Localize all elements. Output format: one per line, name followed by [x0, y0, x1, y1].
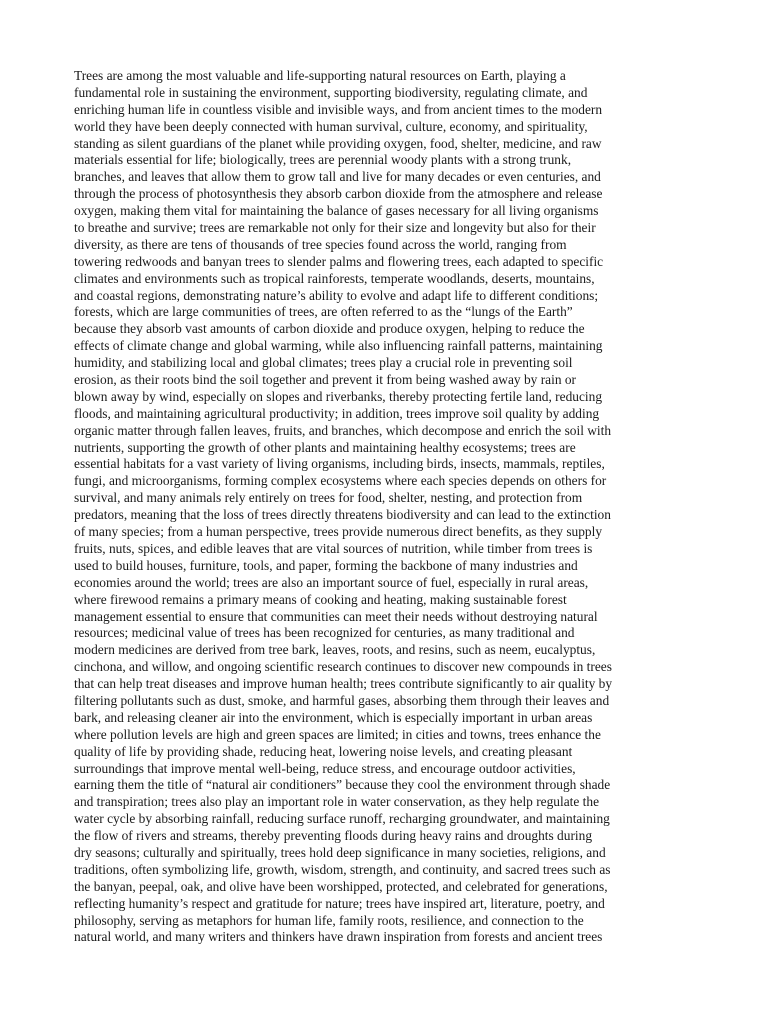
- text-line: enriching human life in countless visible and invisible ways, and from ancient times to the modern: [74, 101, 603, 117]
- text-line: and coastal regions, demonstrating nature’s ability to evolve and adapt life to different conditions;: [74, 287, 599, 303]
- text-line: predators, meaning that the loss of trees directly threatens biodiversity and can lead to the extinction: [74, 507, 611, 523]
- text-line: resources; medicinal value of trees has been recognized for centuries, as many traditional and: [74, 625, 575, 641]
- document-body: [74, 68, 698, 946]
- text-line: towering redwoods and banyan trees to slender palms and flowering trees, each adapted to specific: [74, 253, 604, 269]
- text-line: through the process of photosynthesis they absorb carbon dioxide from the atmosphere and release: [74, 186, 603, 202]
- text-line: oxygen, making them vital for maintaining the balance of gases necessary for all living organisms: [74, 203, 599, 219]
- text-line: erosion, as their roots bind the soil together and prevent it from being washed away by rain or: [74, 372, 577, 388]
- text-line: fruits, nuts, spices, and edible leaves that are vital sources of nutrition, while timber from trees is: [74, 540, 593, 556]
- text-line: effects of climate change and global warming, while also influencing rainfall patterns, maintaining: [74, 338, 603, 354]
- text-line: diversity, as there are tens of thousands of tree species found across the world, ranging from: [74, 236, 567, 252]
- text-line: natural world, and many writers and thinkers have drawn inspiration from forests and ancient trees: [74, 929, 603, 945]
- text-line: standing as silent guardians of the planet while providing oxygen, food, shelter, medicine, and raw: [74, 135, 602, 151]
- text-line: Trees are among the most valuable and life-supporting natural resources on Earth, playing a: [74, 68, 566, 83]
- text-line: of many species; from a human perspective, trees provide numerous direct benefits, as they supply: [74, 524, 603, 540]
- text-line: economies around the world; trees are also an important source of fuel, especially in rural areas,: [74, 574, 589, 590]
- text-line: surroundings that improve mental well-being, reduce stress, and encourage outdoor activities,: [74, 760, 576, 776]
- text-line: modern medicines are derived from tree bark, leaves, roots, and resins, such as neem, eucalyptus,: [74, 642, 596, 658]
- text-line: that can help treat diseases and improve human health; trees contribute significantly to air quality by: [74, 676, 613, 692]
- text-line: philosophy, serving as metaphors for human life, family roots, resilience, and connection to the: [74, 912, 584, 928]
- text-line: bark, and releasing cleaner air into the environment, which is especially important in urban areas: [74, 709, 593, 725]
- text-line: water cycle by absorbing rainfall, reducing surface runoff, recharging groundwater, and maintaining: [74, 811, 610, 827]
- text-line: filtering pollutants such as dust, smoke, and harmful gases, absorbing them through their leaves and: [74, 692, 610, 708]
- text-line: and transpiration; trees also play an important role in water conservation, as they help regulate the: [74, 794, 600, 810]
- text-line: reflecting humanity’s respect and gratitude for nature; trees have inspired art, literature, poetry, and: [74, 895, 605, 911]
- text-line: fungi, and microorganisms, forming complex ecosystems where each species depends on others for: [74, 473, 607, 489]
- text-line: the banyan, peepal, oak, and olive have been worshipped, protected, and celebrated for generations,: [74, 878, 608, 894]
- text-line: where pollution levels are high and green spaces are limited; in cities and towns, trees enhance the: [74, 726, 601, 742]
- text-line: world they have been deeply connected with human survival, culture, economy, and spirituality,: [74, 118, 588, 134]
- text-line: essential habitats for a vast variety of living organisms, including birds, insects, mammals, reptiles,: [74, 456, 605, 472]
- text-line: forests, which are large communities of trees, are often referred to as the “lungs of the Earth”: [74, 304, 573, 320]
- text-line: quality of life by providing shade, reducing heat, lowering noise levels, and creating pleasant: [74, 743, 573, 759]
- text-line: used to build houses, furniture, tools, and paper, forming the backbone of many industries and: [74, 557, 578, 573]
- text-line: management essential to ensure that communities can meet their needs without destroying natural: [74, 608, 598, 624]
- text-line: earning them the title of “natural air conditioners” because they cool the environment through shade: [74, 777, 611, 793]
- text-line: organic matter through fallen leaves, fruits, and branches, which decompose and enrich the soil with: [74, 422, 612, 438]
- text-line: survival, and many animals rely entirely on trees for food, shelter, nesting, and protection from: [74, 490, 583, 506]
- text-line: to breathe and survive; trees are remarkable not only for their size and longevity but also for their: [74, 220, 596, 236]
- text-line: climates and environments such as tropical rainforests, temperate woodlands, deserts, mountains,: [74, 270, 595, 286]
- text-line: floods, and maintaining agricultural productivity; in addition, trees improve soil quality by adding: [74, 405, 600, 421]
- text-line: cinchona, and willow, and ongoing scientific research continues to discover new compounds in trees: [74, 659, 612, 675]
- text-line: blown away by wind, especially on slopes and riverbanks, thereby protecting fertile land, reducing: [74, 388, 603, 404]
- text-line: materials essential for life; biologically, trees are perennial woody plants with a strong trunk,: [74, 152, 572, 168]
- text-line: nutrients, supporting the growth of other plants and maintaining healthy ecosystems; trees are: [74, 439, 576, 455]
- text-line: where firewood remains a primary means of cooking and heating, making sustainable forest: [74, 591, 567, 607]
- text-line: because they absorb vast amounts of carbon dioxide and produce oxygen, helping to reduce the: [74, 321, 585, 337]
- text-line: dry seasons; culturally and spiritually, trees hold deep significance in many societies, religions, and: [74, 844, 606, 860]
- text-line: branches, and leaves that allow them to grow tall and live for many decades or even centuries, and: [74, 169, 601, 185]
- text-line: traditions, often symbolizing life, growth, wisdom, strength, and continuity, and sacred trees such as: [74, 861, 611, 877]
- text-line: fundamental role in sustaining the environment, supporting biodiversity, regulating climate, and: [74, 84, 588, 100]
- text-line: the flow of rivers and streams, thereby preventing floods during heavy rains and droughts during: [74, 828, 593, 844]
- text-line: humidity, and stabilizing local and global climates; trees play a crucial role in preventing soil: [74, 355, 573, 371]
